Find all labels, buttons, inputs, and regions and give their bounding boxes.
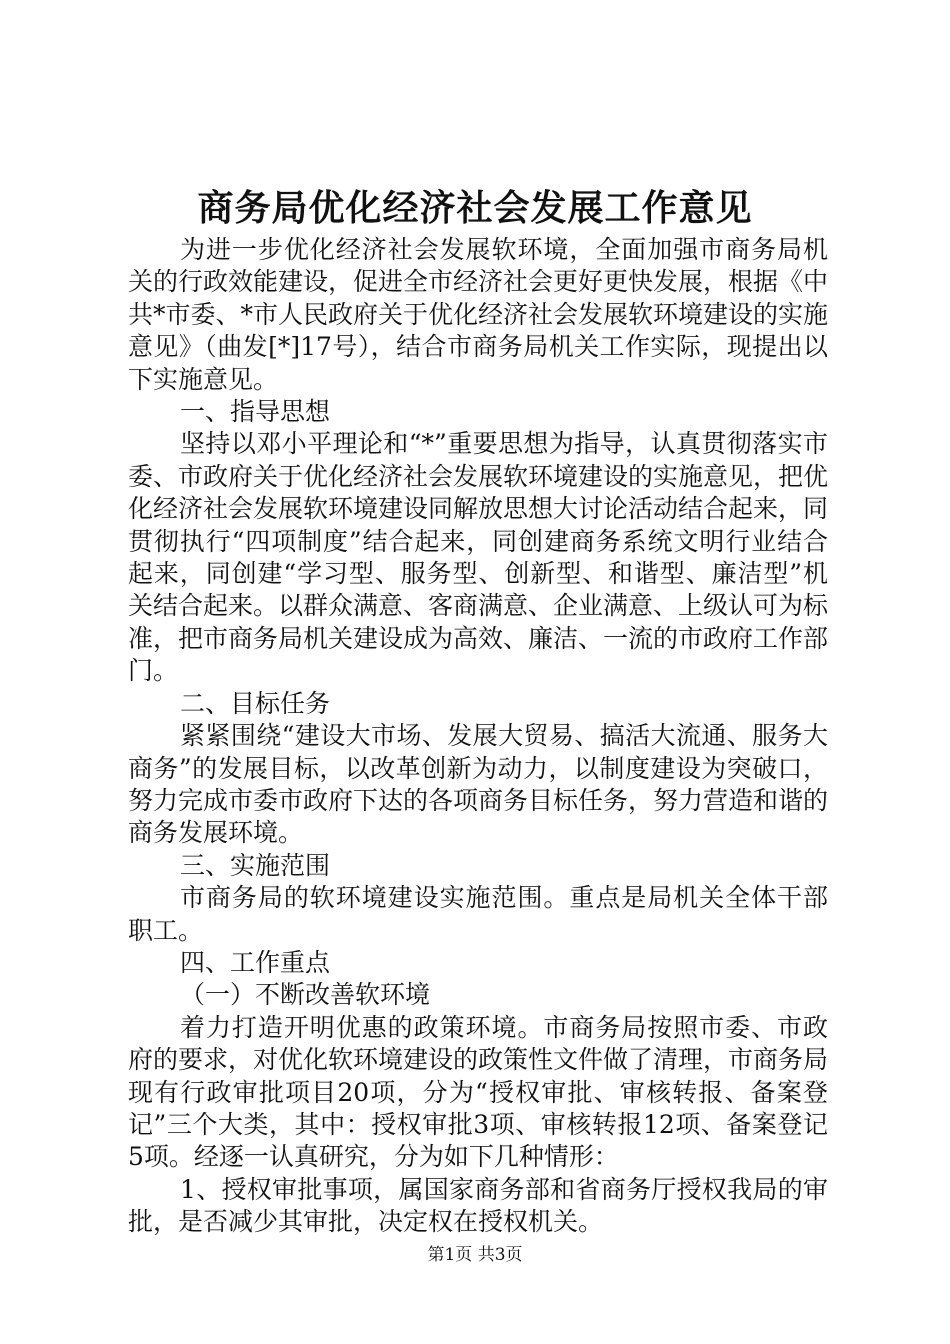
document-body <box>128 234 828 1239</box>
policy-environment-paragraph: 着力打造开明优惠的政策环境。市商务局按照市委、市政府的要求，对优化软环境建设的政策性文件做了清理，市商务局现有行政审批项目20项，分为“授权审批、审核转报、备案登记”三个大类，其中：授权审批3项、审核转报12项、备案登记5项。经逐一认真研究，分为如下几种情形： <box>128 1012 829 1172</box>
subsection-heading-improve-environment: （一）不断改善软环境 <box>180 980 431 1010</box>
objectives-paragraph: 紧紧围绕“建设大市场、发展大贸易、搞活大流通、服务大商务”的发展目标，以改革创新为动力，以制度建设为突破口，努力完成市委市政府下达的各项商务目标任务，努力营造和谐的商务发展环境。 <box>128 721 829 848</box>
section-heading-scope: 三、实施范围 <box>180 850 331 880</box>
scope-paragraph: 市商务局的软环境建设实施范围。重点是局机关全体干部职工。 <box>128 883 828 945</box>
section-heading-guiding-thought: 一、指导思想 <box>180 397 331 427</box>
intro-paragraph: 为进一步优化经济社会发展软环境，全面加强市商务局机关的行政效能建设，促进全市经济社会更好更快发展，根据《中共*市委、*市人民政府关于优化经济社会发展软环境建设的实施意见》（曲发[*]17号），结合市商务局机关工作实际，现提出以下实施意见。 <box>128 235 829 394</box>
section-heading-work-focus: 四、工作重点 <box>180 947 331 977</box>
section-heading-objectives: 二、目标任务 <box>180 688 331 718</box>
document-title: 商务局优化经济社会发展工作意见 <box>197 187 753 229</box>
guiding-thought-paragraph: 坚持以邓小平理论和“*”重要思想为指导，认真贯彻落实市委、市政府关于优化经济社会发展软环境建设的实施意见，把优化经济社会发展软环境建设同解放思想大讨论活动结合起来，同贯彻执行“四项制度”结合起来，同创建商务系统文明行业结合起来，同创建“学习型、服务型、创新型、和谐型、廉洁型”机关结合起来。以群众满意、客商满意、企业满意、上级认可为标准，把市商务局机关建设成为高效、廉洁、一流的市政府工作部门。 <box>128 429 829 686</box>
list-item-authorized-approval: 1、授权审批事项，属国家商务部和省商务厅授权我局的审批，是否减少其审批，决定权在授权机关。 <box>128 1174 828 1237</box>
page-footer: 第1页 共3页 <box>427 1245 523 1265</box>
